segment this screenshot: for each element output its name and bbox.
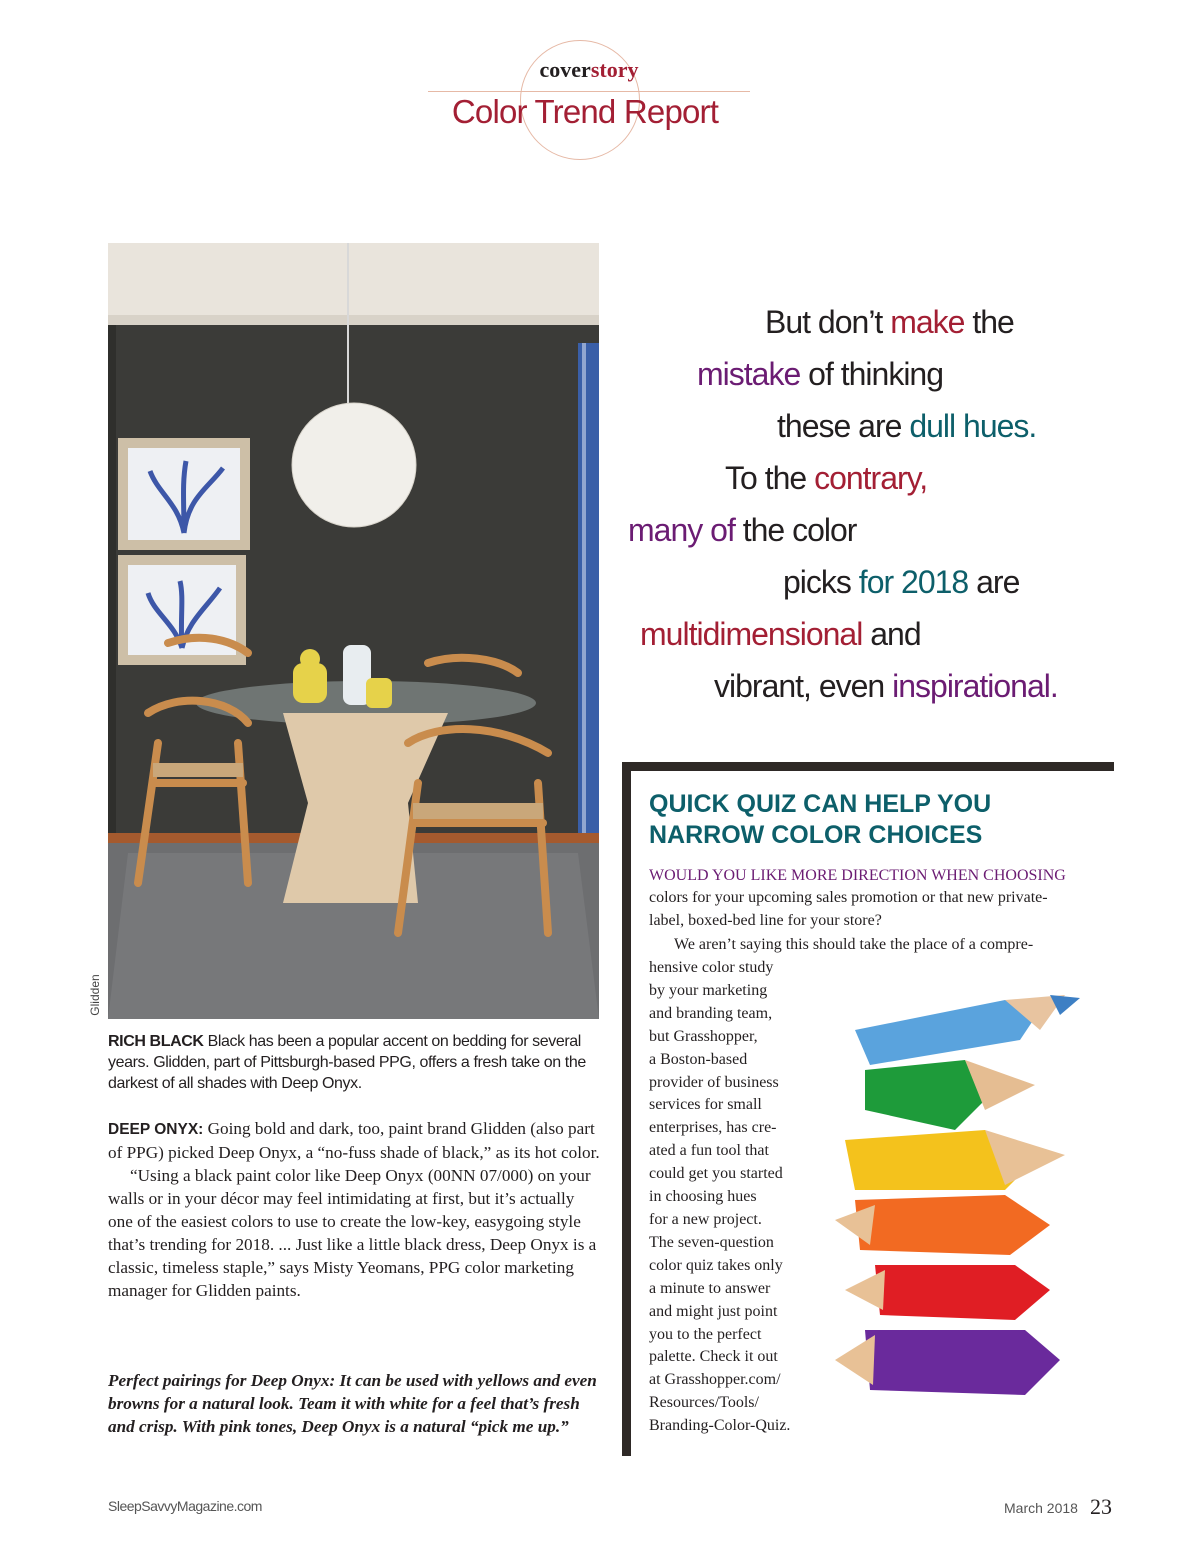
paragraph-2: “Using a black paint color like Deep Onyx (00NN 07/000) on your walls or in your décor may feel intimidating at first, but it’s actually one of the easiest colors to use to create the low-key, easygoing style that’s trending for 2018. ... Just like a little black dress, Deep Onyx is a classic, timeless staple,” says Misty Yeomans, PPG color marketing manager for Glidden paints.: [108, 1166, 597, 1300]
sidebar-title-line-1: QUICK QUIZ CAN HELP YOU: [649, 790, 992, 818]
pull-quote-phrase: contrary,: [814, 460, 928, 496]
pull-quote-phrase: multidimensional: [640, 616, 863, 652]
footer-website: SleepSavvyMagazine.com: [108, 1498, 262, 1514]
photo-credit: [86, 972, 104, 1022]
sidebar-text-line: Branding-Color-Quiz.: [649, 1417, 791, 1435]
page-number: 23: [1090, 1494, 1112, 1519]
sidebar-text-line: services for small: [649, 1096, 762, 1114]
sidebar-text-line: at Grasshopper.com/: [649, 1371, 781, 1389]
sidebar-text-line: ated a fun tool that: [649, 1142, 769, 1160]
footer-date: March 2018: [1004, 1500, 1078, 1516]
kicker-part-1: cover: [539, 57, 591, 82]
sidebar-text-line: Resources/Tools/: [649, 1394, 759, 1412]
pull-quote-phrase: vibrant, even: [714, 668, 893, 704]
pull-quote-phrase: are: [968, 564, 1020, 600]
sidebar-text-line: but Grasshopper,: [649, 1027, 758, 1045]
sidebar-text-line: a minute to answer: [649, 1279, 771, 1297]
pull-quote-line-8: [714, 666, 1058, 706]
sidebar-text-line: hensive color study: [649, 959, 774, 976]
caption-text: Black has been a popular accent on bedding for several years. Glidden, part of Pittsburgh-based PPG, offers a fresh take on the darkest of all shades with Deep Onyx.: [108, 1033, 586, 1092]
pull-quote-line-5: [628, 510, 856, 550]
pull-quote-phrase: picks: [783, 564, 859, 600]
sidebar-text-line: The seven-question: [649, 1233, 774, 1251]
pull-quote-phrase: many of: [628, 512, 735, 548]
pairings-paragraph: Perfect pairings for Deep Onyx: It can be used with yellows and even browns for a natural look. Team it with white for a feel that’s fresh and crisp. With pink tones, Deep Onyx is a natural “pick me up.”: [108, 1371, 597, 1436]
pull-quote-phrase: mistake: [697, 356, 801, 392]
pull-quote-line-3: [777, 406, 1036, 446]
pull-quote-phrase: make: [890, 304, 965, 340]
sidebar-text-line: palette. Check it out: [649, 1348, 778, 1366]
sidebar-text-line: color quiz takes only: [649, 1256, 783, 1274]
pull-quote-line-2: [697, 354, 943, 394]
pull-quote-phrase: dull hues.: [909, 408, 1037, 444]
pull-quote-phrase: for 2018: [858, 564, 969, 600]
sidebar-text-line: in choosing hues: [649, 1188, 757, 1206]
sidebar-title-line-2: NARROW COLOR CHOICES: [649, 821, 983, 849]
sidebar-text-line: enterprises, has cre-: [649, 1119, 777, 1137]
header-rule: [428, 91, 750, 92]
caption-lead: RICH BLACK: [108, 1033, 204, 1050]
kicker: [428, 57, 750, 83]
sidebar-text-line: could get you started: [649, 1165, 783, 1183]
pull-quote-phrase: inspirational.: [892, 668, 1058, 704]
section-title: Color Trend Report: [451, 93, 719, 130]
sidebar-text-line: you to the perfect: [649, 1325, 762, 1343]
paragraph-1-lead: DEEP ONYX:: [108, 1121, 204, 1138]
sidebar-paragraph-2-continued: [649, 957, 839, 1438]
pull-quote-line-7: [640, 614, 921, 654]
colored-pencils-image: [835, 990, 1085, 1400]
pull-quote-phrase: and: [862, 616, 921, 652]
photo-credit-text: Glidden: [88, 974, 102, 1016]
sidebar-text-line: and might just point: [649, 1302, 778, 1320]
sidebar-text-line: a Boston-based: [649, 1050, 748, 1068]
pull-quote-line-1: [765, 302, 1014, 342]
paragraph-1-text: Going bold and dark, too, paint brand Glidden (also part of PPG) picked Deep Onyx, a “no-fuss shade of black,” as its hot color.: [108, 1119, 600, 1162]
pull-quote-phrase: To the: [725, 460, 815, 496]
pull-quote-phrase: But don’t: [765, 304, 891, 340]
sidebar-text-line: provider of business: [649, 1073, 779, 1091]
pull-quote-phrase: of thinking: [800, 356, 944, 392]
sidebar-text-line: for a new project.: [649, 1210, 762, 1228]
pull-quote-phrase: the: [964, 304, 1014, 340]
sidebar-lead: WOULD YOU LIKE MORE DIRECTION WHEN CHOOSING: [649, 867, 1066, 884]
dining-room-photo: [108, 243, 599, 1019]
sidebar-left-bar: [622, 762, 631, 1456]
pull-quote-line-4: [725, 458, 927, 498]
kicker-part-2: story: [590, 57, 639, 82]
deep-onyx-article: [108, 1117, 603, 1302]
sidebar-text-line: and branding team,: [649, 1004, 773, 1022]
sidebar-text-line: by your marketing: [649, 981, 768, 999]
pull-quote-line-6: [783, 562, 1019, 602]
sidebar-paragraph-1: colors for your upcoming sales promotion or that new private-label, boxed-bed line for your store?: [649, 889, 1048, 929]
pull-quote-phrase: these are: [777, 408, 910, 444]
photo-caption: [108, 1031, 608, 1094]
sidebar-paragraph-2-start: We aren’t saying this should take the place of a compre-: [674, 936, 1034, 953]
pull-quote-phrase: the color: [734, 512, 857, 548]
sidebar-top-bar: [622, 762, 1114, 771]
sidebar-title: [649, 789, 1109, 851]
paragraph-1: [108, 1117, 603, 1164]
